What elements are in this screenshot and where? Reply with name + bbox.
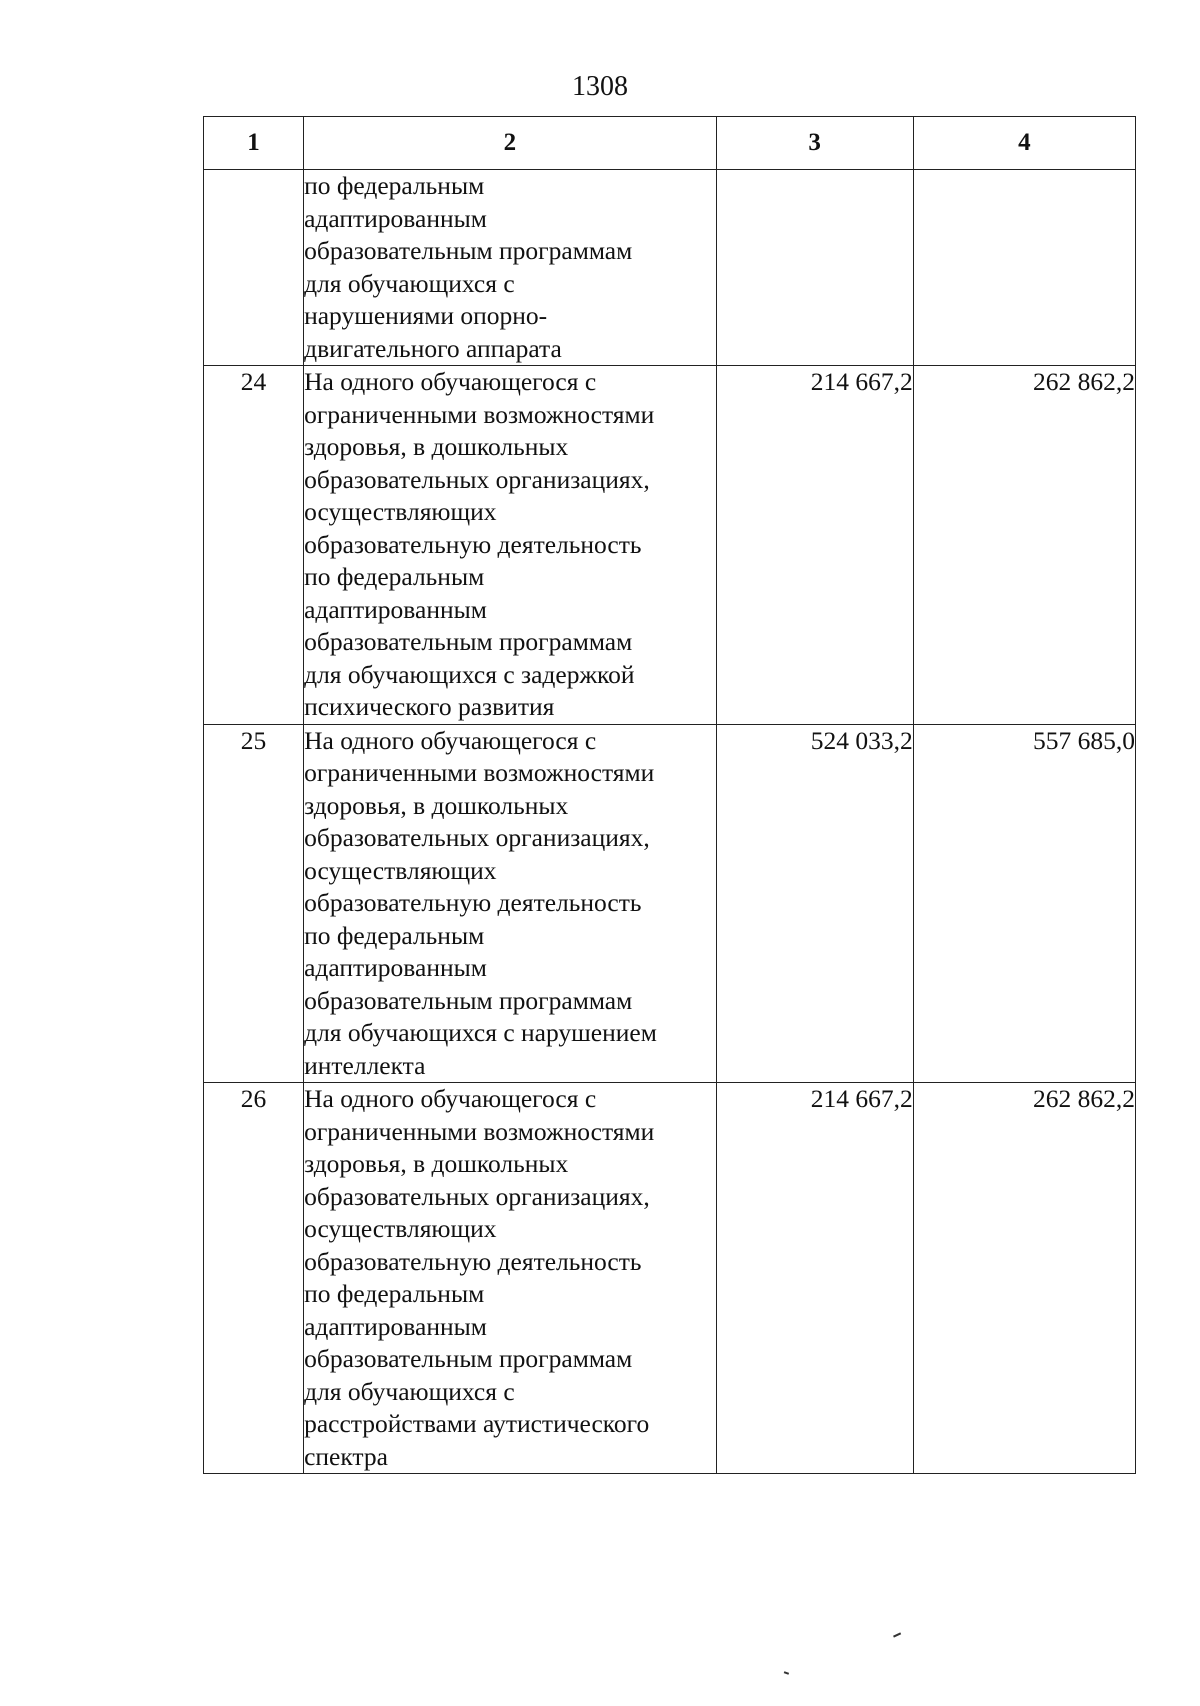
description-line: адаптированным	[304, 953, 487, 982]
scan-mark	[893, 1632, 901, 1637]
row-value-col4: 262 862,2	[913, 1083, 1135, 1474]
description-line: по федеральным	[304, 1279, 485, 1308]
description-line: здоровья, в дошкольных	[304, 790, 569, 820]
row-value-col3: 214 667,2	[716, 1083, 913, 1474]
description-line: образовательных организациях,	[304, 823, 650, 852]
description-line: образовательным программам	[304, 236, 633, 265]
column-header-1: 1	[204, 117, 304, 170]
data-table	[203, 116, 1136, 1474]
description-line: осуществляющих	[304, 497, 497, 526]
row-description	[304, 170, 716, 366]
table-row	[204, 366, 1136, 725]
description-line: здоровья, в дошкольных	[304, 432, 569, 461]
description-line: здоровья, в дошкольных	[304, 1149, 569, 1178]
row-value-col3: 214 667,2	[716, 366, 913, 725]
description-line: образовательным программам	[304, 627, 633, 656]
table-row	[204, 724, 1136, 1083]
description-line: ограниченными возможностями	[304, 399, 655, 429]
description-line: образовательную деятельность	[304, 1246, 642, 1276]
row-number	[204, 170, 304, 366]
scan-mark	[784, 1671, 789, 1674]
description-line: адаптированным	[304, 594, 487, 624]
description-line: образовательным программам	[304, 985, 633, 1015]
description-line: для обучающихся с	[304, 268, 515, 298]
table-row	[204, 170, 1136, 366]
row-description	[304, 724, 716, 1083]
description-line: двигательного аппарата	[304, 333, 562, 363]
table-row	[204, 1083, 1136, 1474]
description-line: осуществляющих	[304, 855, 497, 885]
row-description	[304, 1083, 716, 1474]
description-line: спектра	[304, 1441, 388, 1471]
description-line: образовательную деятельность	[304, 529, 642, 559]
description-line: На одного обучающегося с	[304, 725, 597, 755]
page-number: 1308	[572, 71, 628, 102]
description-line: по федеральным	[304, 171, 485, 200]
row-value-col4	[913, 170, 1135, 366]
description-line: интеллекта	[304, 1050, 426, 1080]
description-line: образовательную деятельность	[304, 888, 642, 917]
description-line: психического развития	[304, 692, 555, 721]
row-number: 25	[204, 724, 304, 1083]
row-number: 26	[204, 1083, 304, 1474]
row-value-col3	[716, 170, 913, 366]
description-line: образовательных организациях,	[304, 1181, 650, 1211]
description-line: для обучающихся с задержкой	[304, 659, 635, 689]
description-line: На одного обучающегося с	[304, 367, 597, 396]
description-line: для обучающихся с	[304, 1376, 515, 1406]
description-line: ограниченными возможностями	[304, 1116, 655, 1146]
table-header-row	[204, 117, 1136, 170]
description-line: по федеральным	[304, 562, 485, 591]
description-line: расстройствами аутистического	[304, 1409, 650, 1438]
column-header-2: 2	[304, 117, 716, 170]
table-body	[204, 170, 1136, 1474]
row-description	[304, 366, 716, 725]
column-header-4: 4	[913, 117, 1135, 170]
description-line: адаптированным	[304, 1311, 487, 1341]
description-line: образовательных организациях,	[304, 464, 650, 494]
description-line: ограниченными возможностями	[304, 758, 655, 787]
column-header-3: 3	[716, 117, 913, 170]
description-line: нарушениями опорно-	[304, 301, 548, 330]
description-line: для обучающихся с нарушением	[304, 1018, 657, 1047]
description-line: осуществляющих	[304, 1214, 497, 1243]
row-value-col4: 557 685,0	[913, 724, 1135, 1083]
description-line: образовательным программам	[304, 1344, 633, 1373]
description-line: по федеральным	[304, 920, 485, 950]
description-line: адаптированным	[304, 203, 487, 233]
description-line: На одного обучающегося с	[304, 1084, 597, 1113]
row-value-col4: 262 862,2	[913, 366, 1135, 725]
row-number: 24	[204, 366, 304, 725]
row-value-col3: 524 033,2	[716, 724, 913, 1083]
